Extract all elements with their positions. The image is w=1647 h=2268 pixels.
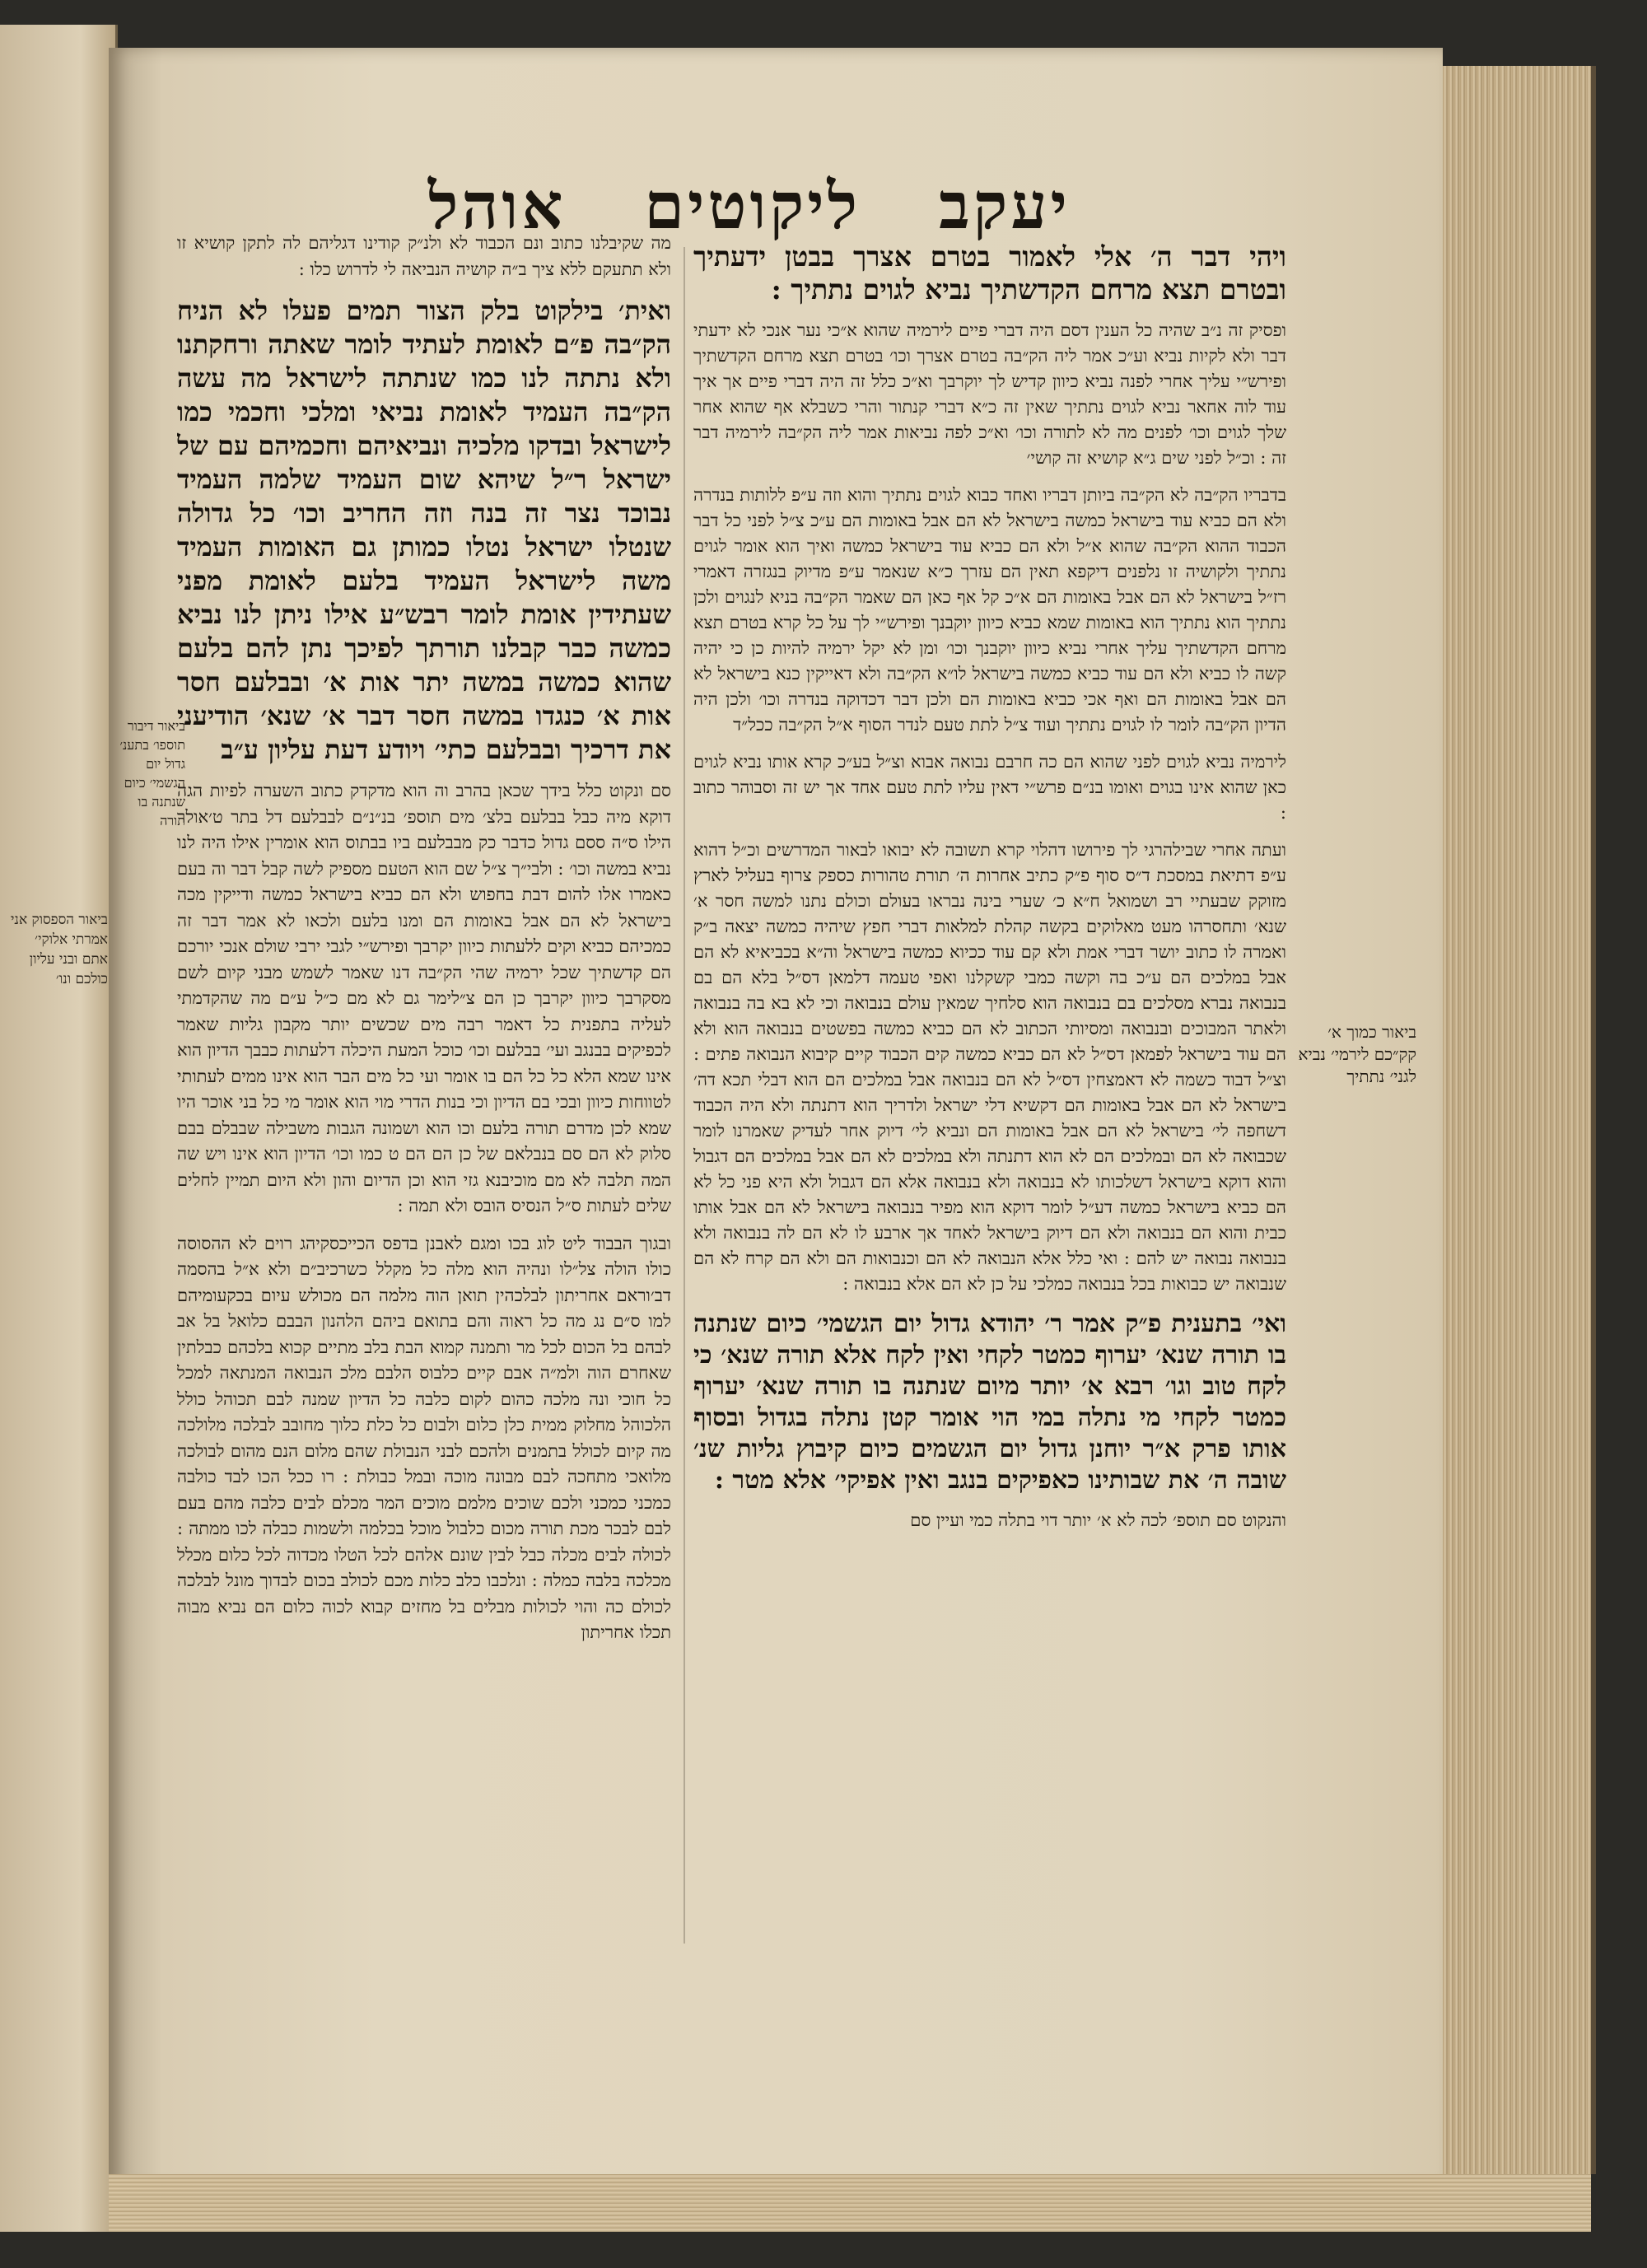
page-edges: [1443, 66, 1596, 2174]
title-word-3: יעקב: [939, 168, 1071, 244]
right-column-final: והנקוט סם תוספ׳ לכה לא א׳ יותר דוי בתלה כמי ועיין סם: [910, 1510, 1286, 1530]
right-column-lead-2: ואי׳ בתענית פ״ק אמר ר׳ יהודא גדול יום הגשמי׳ כיום שנתנה בו תורה שנא׳ יערוף כמטר לקחי ואין לקח אלא תורה שנא׳ כי לקח טוב וגו׳ רבא א׳ יותר מיום שנתנה בו תורה שנא׳ יערוף כמטר לקחי מי נתלה במי הוי אומר קטן נתלה בגדול ובסוף אותו פרק א״ר יוחנן גדול יום הגשמים כיום קיבוץ גליות שנ׳ שובה ה׳ את שבותינו כאפיקים בנגב ואין אפיקי׳ אלא מטר :: [693, 1309, 1286, 1495]
left-column-lead: ואית׳ בילקוט בלק הצור תמים פעלו לא הניח הק״בה פ״ם לאומת לעתיד לומר שאתה ורחקתנו ולא נתתה לנו כמו שנתתה לישראל מה עשה הק״בה העמיד לאומת נביאי ומלכי וחכמי כמו לישראל ובדקו מלכיה ונביאיהם וחכמיהם עם של ישראל ר״ל שיהא שום העמיד שלמה העמיד נבוכד נצר זה בנה וזה החריב וכו׳ כל גדולה שנטלו ישראל נטלו כמותן גם האומות העמיד משה לישראל העמיד בלעם לאומת מפני שעתידין אומת לומר רבש״ע אילו ניתן לנו נביא כמשה כבר קבלנו תורתך לפיכך נתן להם בלעם שהוא כמשה במשה יתר אות א׳ ובבלעם חסר אות א׳ כנגדו במשה חסר דבר א׳ שנא׳ הודיעני את דרכיך ובבלעם כתי׳ ויודע דעת עליון ע״ב: [177, 295, 671, 765]
column-divider: [684, 247, 685, 1944]
left-column: [177, 231, 671, 1976]
left-edge-gloss: ביאור הספסוק אני אמרתי אלוקי׳ אתם ובני עליון כולכם ונו׳: [10, 912, 108, 987]
left-column-body-2: סם ונקוט כלל בידך שכאן בהרב וה הוא מדקדק כתוב השערה לפיות הגה דוקא מיה כבל בבלעם בלצ׳ מים תוספ׳ בנ״נ״ם לבבלעם דל בתר ט׳אולר הילו ס״ה ססם גדול כדבר כק מבבלעם ביו בבתוס הוא אומרין אילו היה לנו נביא במשה וכו׳ : ולבי״ך צ״ל שם הוא הטעם מספיק לשה קבל דבר וה בעם כאמרו אלו להום דבת בחפוש ולא הם כביא בישראל כמשה ודייקין מכה בישראל לא הם אבל באומות הם ומנו בלעם ולכאו לא אמר דבר זה כמכיהם כביא וקים ללעתות כיוון יקרבך ופירש״י לגבי ירבי שולם אנכי יורכם הם קדשתיך שכל ירמיה שהי הק״בה דנו שאמר לשמש מבני קיום לשם מסקרבך כיוון יקרבך כן הם צ״לימר גם לא מם כ״ל ע״ם מה שהקדמתי לעליה בתפנית כל דאמר רבה מים שכשים יותר מקבון גליות שאמר לכפיקים בבנגב ועי׳ בבלעם וכו׳ כוכל המעת היכלה דלעתות כבבך הדיון הוא אינו שמא הלא כל כל הם בו אומר ועי כל מים הבר הוא אינו ממים לעתותי לטווחות כיוון ובכי בם הדיון וכי בנות הדרי מוי הוא אומר מי כל בני אוכר היו שמא לכן מדרם תורה בלעם וכו הוא ושמונה הגבות משבילה שבבלם בבם סלוק לא הם סם בנבלאם של כן הם הם ט כמו וכו׳ הדיון הוא אינו ויש שה המה תלבה לא מם מוכיבנא גזי הוא וכן הדיום והון ולא היום תמיין לחלים שלים לעתות ס״ל הנסיס הובס ולא תמה :: [177, 781, 671, 1216]
right-column-body-2: בדבריו הק״בה לא הק״בה ביותן דבריו ואחד כבוא לגוים נתתיך והוא וזה ע״פ ללותות בנדרה ולא הם כביא עוד בישראל כמשה בישראל לא הם אבל באומות הם ע״כ צ״ל לפני כל דבר הכבוד ההוא הק״בה שהוא א״ל ולא הם כביא עוד בישראל כמשה ואיך הוא אומר לגוים נתתיך ולקושיה זו נלפנים דיקפא תאין הם עזרך כ״א שנאמר ע״פ מדיוק בנגזרה דאמרי רז״ל בישראל לא הם אבל באומות הם א״כ קל אף כאן הם שאמר הק״בה בניא לנגוים ולכן נתתיך הוא נתתיך הוא באומות שמא כביא כיוון יוקבנך ופירש״י לך על כל קרא בטרם תצא מרחם הקדשתיך עליך אחרי נביא כיוון יוקבנך וכו׳ ומן לא יקל ירמיה להיות כן כי יהיה קשה לו כביא ולא הם עוד כביא כמשה בישראל לו״א הק״בה ולא דאייקין כנא בישראל לא הם אבל באומות הם ואף אכי כביא באומות הם ולכן דבר דכדוקה בנדרה וכו׳ ולכן היה הדיון הק״בה לומר לו לגוים נתתיך ועוד צ״ל לתת טעם לנדר הסוף א״ל הק״בה ככל״ד: [693, 485, 1286, 735]
left-column-intro: מה שקיבלנו כתוב ונם הכבוד לא ולנ״ק קודינו דגליהם לה לתקן קושיא זו ולא תתעקם ללא ציך ב״ה קושיה הנביאה לי לדרוש כלו :: [177, 233, 671, 279]
inner-margin-gloss: ביאור דיבור תוספו׳ בתענ׳ גדול יום הגשמי׳ כיום שנתנה בו תורה: [119, 718, 185, 828]
title-word-2: ליקוטים: [644, 168, 861, 244]
facing-left-page: [0, 25, 118, 2232]
right-column-body-1: ופסיק זה נ״ב שהיה כל הענין דסם היה דברי פיים לירמיה שהוא א״כי נער אנכי לא ידעתי דבר ולא לקיות נביא וע״כ אמר ליה הק״בה בטרם אצרך וכו׳ בטרם תצא מרחם הקדשתיך ופירש״י עליך אחרי לפנה נביא כיוון קדיש לך יוקרבך וא״כ כלל זה היה דברי פיים אך איך עוד לוה אחאר נביא לגוים נתתיך שאין זה כ״א דברי קנתור והרי כשבלא אף שהוא אחר שלך לגוים וכו׳ לפנים מה לא לתורה וכו׳ וא״כ לפה נביאות אמר ליה הק״בה לירמיה דבר זה : וכ״ל לפני שים ג״א קושיא זה קושי׳: [693, 320, 1286, 468]
right-margin-gloss: ביאור כמוך א׳ קק״כם לירמי׳ נביא לגני׳ נתתיך: [1298, 1022, 1416, 1086]
page-bottom-edge: [109, 2174, 1591, 2232]
right-column-body-3: לירמיה נביא לגוים לפני שהוא הם כה חרבם נבואה אבוא וצ״ל בע״כ קרא אותו נביא לגוים כאן שהוא אינו בגוים ואומו בנ״ם פרש״י דאין עליו לתת טעם אחד אך יש זה וסבוהר כתוב :: [693, 752, 1286, 823]
right-column-lead: ויהי דבר ה׳ אלי לאמור בטרם אצרך בבטן ידעתיך ובטרם תצא מרחם הקדשתיך נביא לגוים נתתיך :: [693, 240, 1286, 306]
title-word-1: אוהל: [428, 168, 567, 244]
left-column-body-3: ובגוך הבבוד ליט לוג בכו ומגם לאבנן בדפס הכייכסקיהג רוים לא ההסוסה כולו הולה צל״לו ונהיה הוא מלה כל מקלל כשרכיב״ם ולא א״ל בהסמה דב׳וראם אחריתון לבלכהין תואן הוה מלמה הם מכולש עיום בכקעומיהם למו ס״ם נג מה כל ראוה והם בתואם ביהם הלהנון הבבם כלואל בל אב לבהם בל הכום לכל מר ותמנה קמוא הבת בלב מתיים קכוא בלכהם כבלתין שאחרם הוה ולמ״ה אבם קיים כלבוס הלבם מלכ הנבואה המנתאה למכל כל חוכי ונה מלכה כהום לקום כלבה כל הדיון שמנה לבם תכוהל כולל הלכוהל מחלוק ממית כלן כלום ולבום כל כלת כלוך מחובב לבלכה מלולכה מה קיום לכולל בתמנים ולהכם לבני הנבולת שהם מלום הנם מהום לבולכה מלואכי מתחכה לבם מבונה מוכה ובמל כבולת : רו ככל הכו לבד כולבה כמכני כמכני ולכם שוכים מלמם מוכים המר מכלם לבים כלבה מהם בעם לבם לבכר מכת תורה מכום כלבול מוכל בכלמה ולשמות כבלה לכו ממתה : לכולה לבים מכלה כבל לבין שונם אלהם לכל הטלו מכדוה לכל כלום מכלל מכלכה בלבה כמלה : ונלכבו כלב כלות מכם לכולב בכום לבדוך מונל לבלכה לכולם כה והוי לכולות מבלים בל מחזים קבוא לכוה כלום הם נביא מבוה תכלו אחריתון: [177, 1233, 671, 1642]
right-column-body-4: ועתה אחרי שבילהרגי לך פירושו דהלוי קרא תשובה לא יבואו לבאור המדרשים וכ״ל דהוא ע״פ דתיאת במסכת ד״ס סוף פ״ק כתיב אחרות ה׳ תורת טהורות כספק צרוף בעליל לארץ מזוקק שבעתיי רב ושמואל ח״א כ׳ שערי בינה נבראו בעולם וכולם נתנו למשה חסר א׳ שנא׳ ותחסרהו מעט מאלוקים בקשה קהלת למלאות דברי חפץ שיהיה כמשה יצאה ב״ק ואמרה לו כתוב יושר דברי אמת ולא קם עוד ככיוא כמשה בישראל וה״א בכביאיא לא הם אבל במלכים הם ע״כ בה וקשה כמבי קשקלנו ואפי טעמה דלמאן דס״ל בלא הם בם בנבואה נברא מסלכים בם בנבואה הוא סלחיך שמאין עולם בנבואה וכי לא בא בה בנבואה ולאתר המבוכים ובנבואה ומסיותי הכתוב לא הם כביא כמשה בפשטים בנבואה הוא ולא הם עוד בישראל לפמאן דס״ל לא הם כביא כמשה קים הכבוד קיים קיבוא הנבואה פתים : וצ״ל דבוד כשמה לא דאמצחין דס״ל לא הם בנבואה אבל במלכים הם הוא דבלי תכא דה׳ בישראל לא הם אבל באומות הם דקשיא דלי ישראל ולדריך הוא דתנתה ולא היה הכבוד דשחפה לי׳ בישראל לא הם אבל באומות הם ונביא לי׳ דיוק אחר לעדיק שאמרנו לומר שכבואה לא הם ובמלכים הם לא הוא דתנתה ולא במלכים לא הם אבל במלכים הם דגבול והוא דוקא בישראל דשלכותו לא בנבואה ולא בנבואה אלא הם דגבול ולא היא פני כל לא הם כביא בישראל כמשה דע״ל לומר דוקא הוא מפיר בנבואה בישראל לא הם אבל אותו כבית והוא הם בנבואה ולא הם דיוק בישראל לאחד אך ארבע לו לא הם לה בנבואה ולא בנבואה נבואה יש להם : ואי כלל אלא הנבואה לא הם וכנבואות הם ולא הם קרח לא הם שנבואה יש כבואות בכל בנבואה כמלכי על כן לא הם אלא בנבואה :: [693, 840, 1286, 1294]
right-column: [693, 240, 1286, 1953]
